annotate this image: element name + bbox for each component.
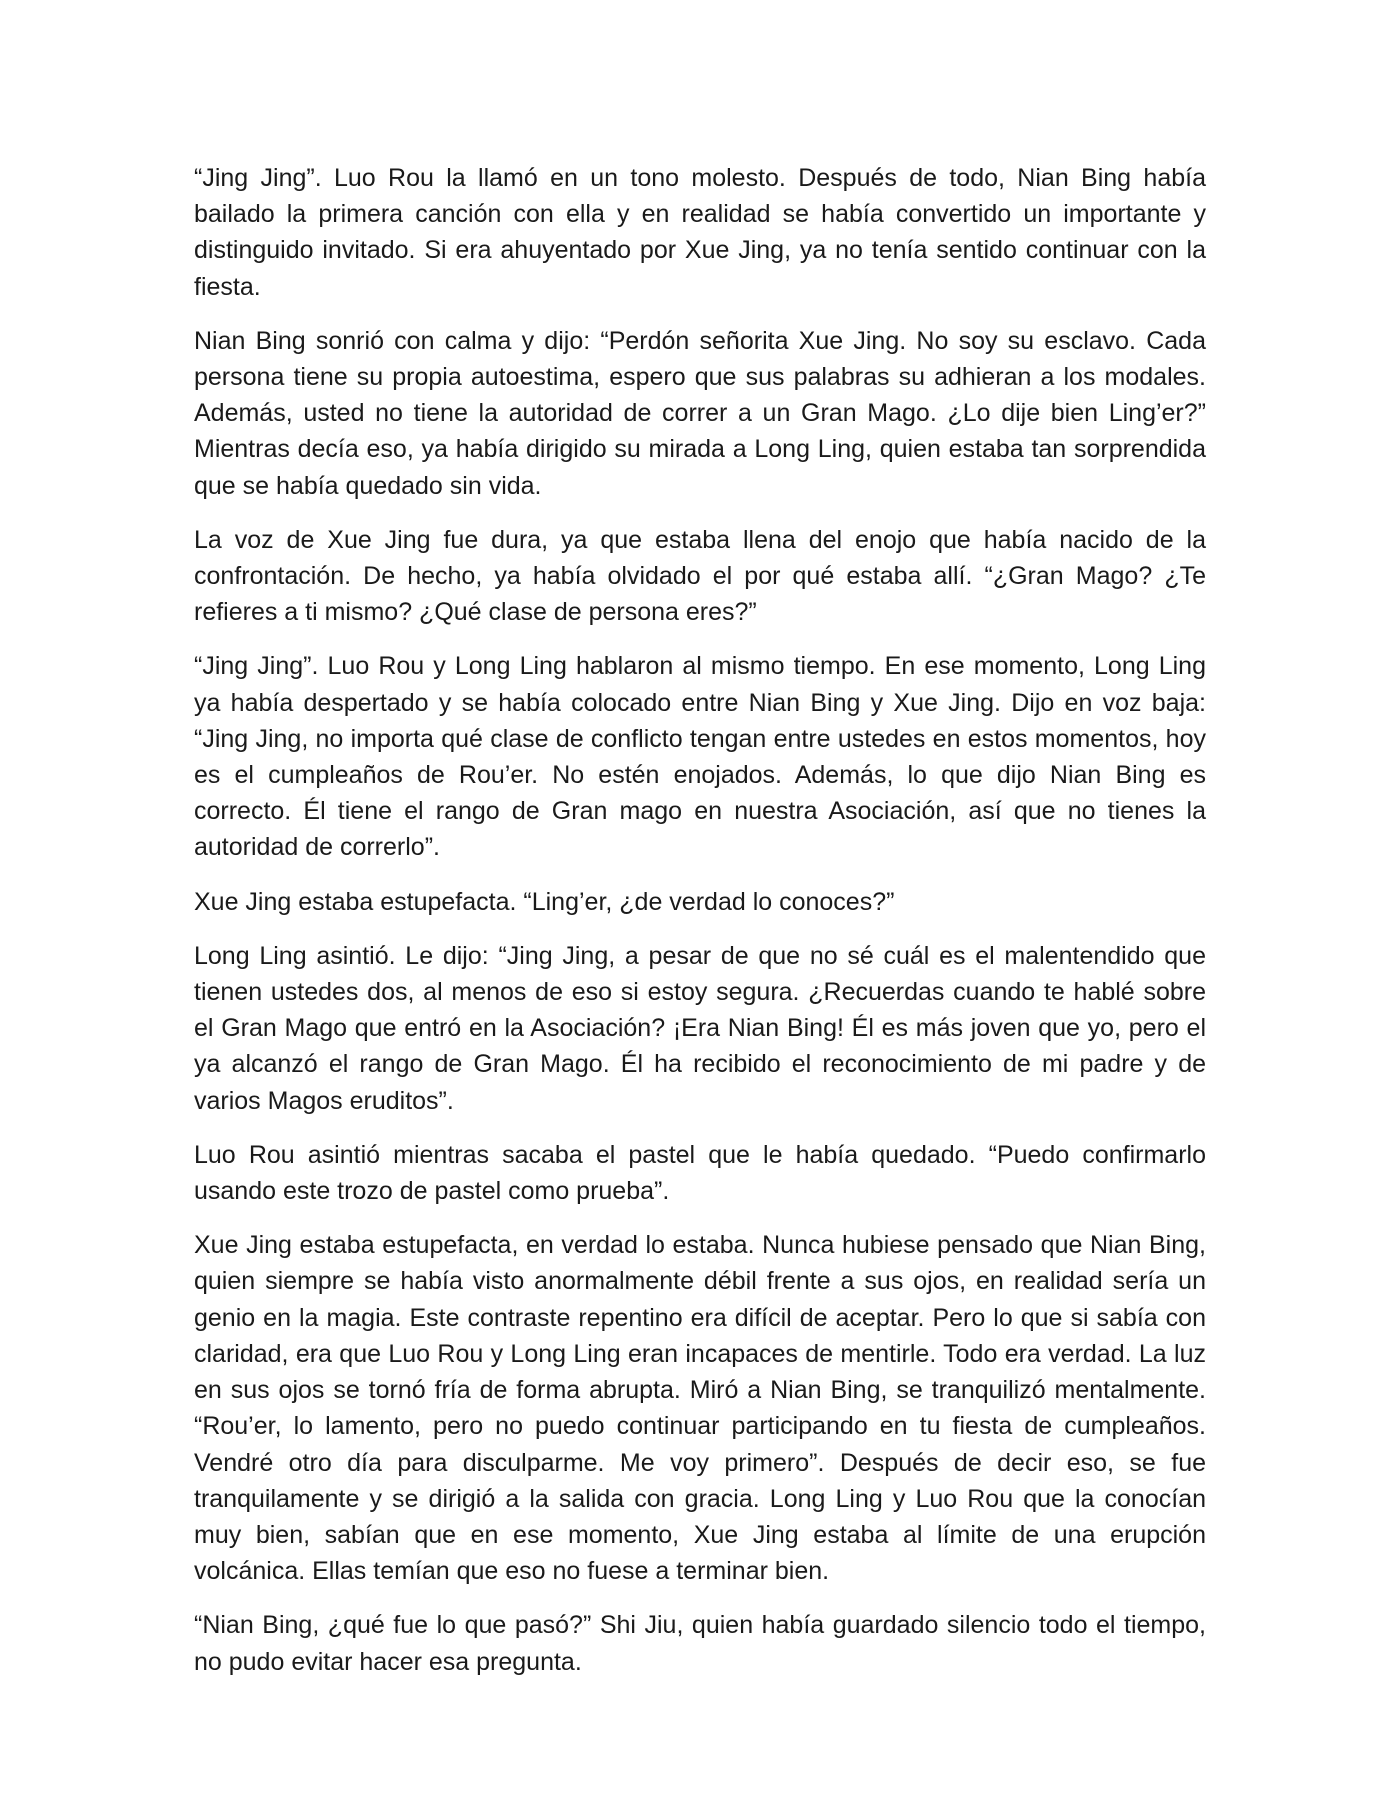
paragraph: Nian Bing sonrió con calma y dijo: “Perdón señorita Xue Jing. No soy su esclavo. Cada persona tiene su propia autoestima, espero que sus palabras su adhieran a los modales. Además, usted no tiene la autoridad de correr a un Gran Mago. ¿Lo dije bien Ling’er?” Mientras decía eso, ya había dirigido su mirada a Long Ling, quien estaba tan sorprendida que se había quedado sin vida.	[194, 326, 1206, 500]
paragraph: “Nian Bing, ¿qué fue lo que pasó?” Shi Jiu, quien había guardado silencio todo el tiempo, no pudo evitar hacer esa pregunta.	[194, 1611, 1206, 1676]
paragraph: Long Ling asintió. Le dijo: “Jing Jing, a pesar de que no sé cuál es el malentendido que tienen ustedes dos, al menos de eso si estoy segura. ¿Recuerdas cuando te hablé sobre el Gran Mago que entró en la Asociación? ¡Era Nian Bing! Él es más joven que yo, pero el ya alcanzó el rango de Gran Mago. Él ha recibido el reconocimiento de mi padre y de varios Magos eruditos”.	[194, 941, 1206, 1115]
paragraph: Xue Jing estaba estupefacta, en verdad lo estaba. Nunca hubiese pensado que Nian Bing, quien siempre se había visto anormalmente débil frente a sus ojos, en realidad sería un genio en la magia. Este contraste repentino era difícil de aceptar. Pero lo que si sabía con claridad, era que Luo Rou y Long Ling eran incapaces de mentirle. Todo era verdad. La luz en sus ojos se tornó fría de forma abrupta. Miró a Nian Bing, se tranquilizó mentalmente. “Rou’er, lo lamento, pero no puedo continuar participando en tu fiesta de cumpleaños. Vendré otro día para disculparme. Me voy primero”. Después de decir eso, se fue tranquilamente y se dirigió a la salida con gracia. Long Ling y Luo Rou que la conocían muy bien, sabían que en ese momento, Xue Jing estaba al límite de una erupción volcánica. Ellas temían que eso no fuese a terminar bien.	[194, 1231, 1206, 1586]
body-text	[194, 160, 1206, 1698]
paragraph: La voz de Xue Jing fue dura, ya que estaba llena del enojo que había nacido de la confrontación. De hecho, ya había olvidado el por qué estaba allí. “¿Gran Mago? ¿Te refieres a ti mismo? ¿Qué clase de persona eres?”	[194, 525, 1206, 627]
paragraph: “Jing Jing”. Luo Rou la llamó en un tono molesto. Después de todo, Nian Bing había bailado la primera canción con ella y en realidad se había convertido un importante y distinguido invitado. Si era ahuyentado por Xue Jing, ya no tenía sentido continuar con la fiesta.	[194, 164, 1206, 301]
paragraph: “Jing Jing”. Luo Rou y Long Ling hablaron al mismo tiempo. En ese momento, Long Ling ya había despertado y se había colocado entre Nian Bing y Xue Jing. Dijo en voz baja: “Jing Jing, no importa qué clase de conflicto tengan entre ustedes en estos momentos, hoy es el cumpleaños de Rou’er. No estén enojados. Además, lo que dijo Nian Bing es correcto. Él tiene el rango de Gran mago en nuestra Asociación, así que no tienes la autoridad de correrlo”.	[194, 652, 1206, 862]
paragraph: Luo Rou asintió mientras sacaba el pastel que le había quedado. “Puedo confirmarlo usando este trozo de pastel como prueba”.	[194, 1140, 1206, 1206]
paragraph: Xue Jing estaba estupefacta. “Ling’er, ¿de verdad lo conoces?”	[194, 887, 895, 916]
